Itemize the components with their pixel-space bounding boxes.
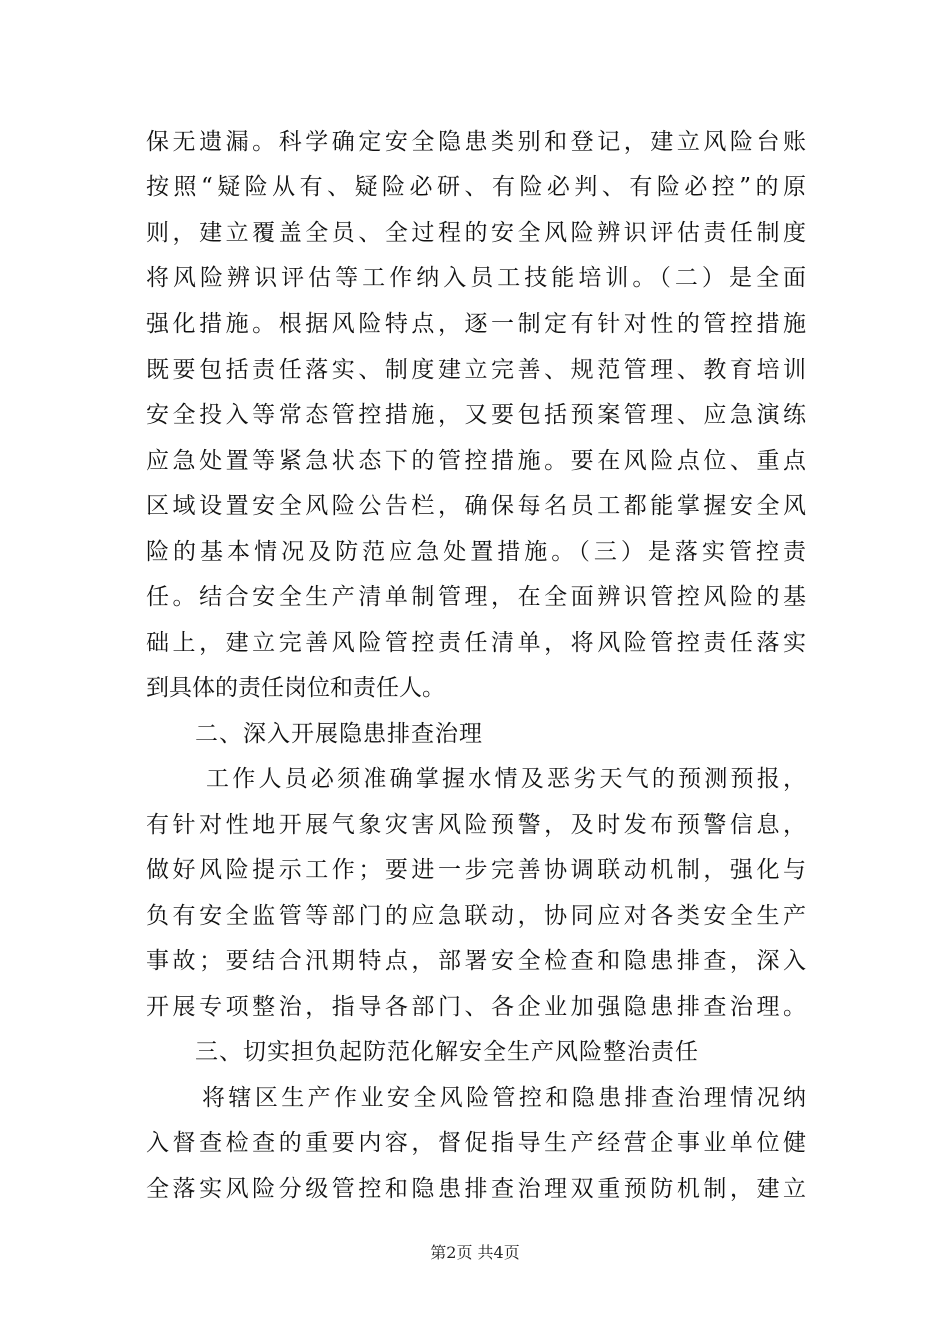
body-text-line: 将风险辨识评估等工作纳入员工技能培训。（二）是全面: [146, 265, 806, 291]
body-text-line: 既要包括责任落实、制度建立完善、规范管理、教育培训: [146, 357, 806, 383]
section-heading: 三、切实担负起防范化解安全生产风险整治责任: [195, 1039, 699, 1065]
body-text-line: 应急处置等紧急状态下的管控措施。要在风险点位、重点: [146, 448, 806, 474]
page-number-footer: 第2页 共4页: [430, 1243, 520, 1262]
body-text-line: 到具体的责任岗位和责任人。: [146, 675, 445, 701]
body-text-line: 础上，建立完善风险管控责任清单，将风险管控责任落实: [146, 630, 806, 656]
body-text-line: 入督查检查的重要内容，督促指导生产经营企事业单位健: [146, 1130, 806, 1156]
section-heading: 二、深入开展隐患排查治理: [195, 721, 483, 747]
body-text-line: 工作人员必须准确掌握水情及恶劣天气的预测预报，: [206, 766, 806, 792]
body-text-line: 按照“疑险从有、疑险必研、有险必判、有险必控”的原: [146, 174, 806, 200]
body-text-line: 事故；要结合汛期特点，部署安全检查和隐患排查，深入: [146, 948, 806, 974]
body-text-line: 区域设置安全风险公告栏，确保每名员工都能掌握安全风: [146, 493, 806, 519]
body-text-line: 做好风险提示工作；要进一步完善协调联动机制，强化与: [146, 857, 806, 883]
body-text-line: 保无遗漏。科学确定安全隐患类别和登记，建立风险台账: [146, 129, 806, 155]
body-text-line: 全落实风险分级管控和隐患排查治理双重预防机制，建立: [146, 1176, 806, 1202]
body-text-line: 有针对性地开展气象灾害风险预警，及时发布预警信息，: [146, 812, 806, 838]
body-text-line: 险的基本情况及防范应急处置措施。（三）是落实管控责: [146, 539, 806, 565]
body-text-line: 则，建立覆盖全员、全过程的安全风险辨识评估责任制度: [146, 220, 806, 246]
body-text-line: 安全投入等常态管控措施，又要包括预案管理、应急演练: [146, 402, 806, 428]
body-text-line: 强化措施。根据风险特点，逐一制定有针对性的管控措施: [146, 311, 806, 337]
body-text-line: 开展专项整治，指导各部门、各企业加强隐患排查治理。: [146, 994, 806, 1020]
body-text-line: 将辖区生产作业安全风险管控和隐患排查治理情况纳: [202, 1085, 806, 1111]
body-text-line: 负有安全监管等部门的应急联动，协同应对各类安全生产: [146, 903, 806, 929]
body-text-line: 任。结合安全生产清单制管理，在全面辨识管控风险的基: [146, 584, 806, 610]
